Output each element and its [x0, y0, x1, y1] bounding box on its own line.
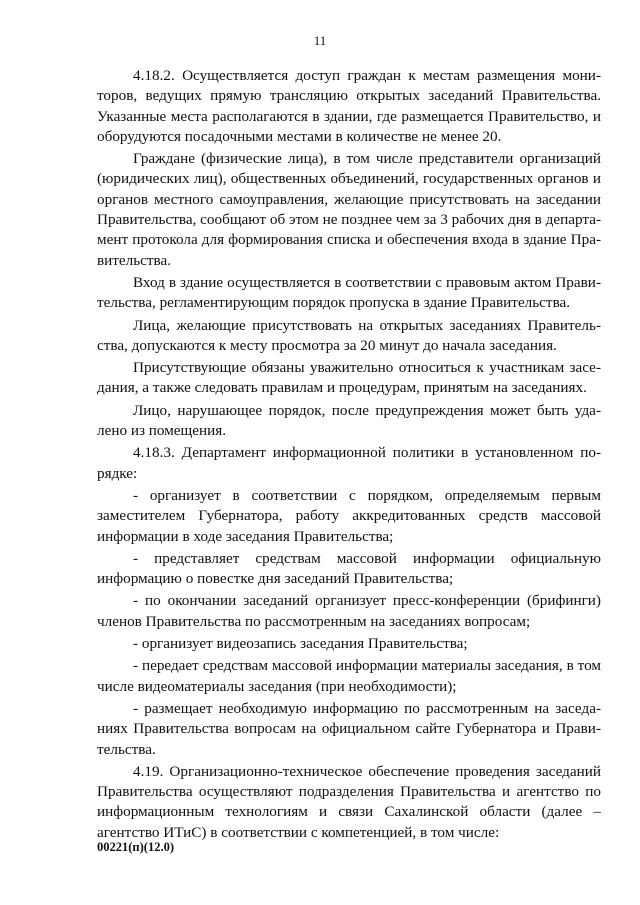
paragraph-4-18-3: 4.18.3. Департамент информационной политики в установленном порядке: [97, 444, 601, 482]
list-item-press-conference: - по окончании заседаний организует пресс-конференции (брифинги) членов Правительства по рассмотренным на заседаниях вопросам; [97, 592, 601, 630]
paragraph-citizens: Граждане (физические лица), в том числе представители организаций (юридических лиц), общественных объединений, государственных органов и органов местного самоуправления, желающие присутствовать на заседании Правительства, сообщают об этом не позднее чем за 3 рабочих дня в департамент протокола для формирования списка и обеспечения входа в здание Правительства. [97, 150, 601, 269]
page-number: 11 [313, 33, 327, 48]
paragraph-4-19: 4.19. Организационно-техническое обеспечение проведения заседаний Правительства осуществляют подразделения Правительства и агентство по информационным технологиям и связи Сахалинской области (далее – агентство ИТиС) в соответствии с компетенцией, в том числе: [97, 762, 601, 841]
document-code: 00221(п)(12.0) [97, 840, 174, 854]
paragraph-admission: Лица, желающие присутствовать на открытых заседаниях Правительства, допускаются к месту просмотра за 20 минут до начала заседания. [97, 316, 601, 354]
paragraph-4-18-2: 4.18.2. Осуществляется доступ граждан к местам размещения мониторов, ведущих прямую трансляцию открытых заседаний Правительства. Указанные места располагаются в здании, где размещается Правительство, и оборудуются посадочными местами в количестве не менее 20. [97, 67, 601, 145]
list-item-video-recording: - организует видеозапись заседания Правительства; [133, 635, 468, 653]
list-item-website-publication: - размещает необходимую информацию по рассмотренным на заседаниях Правительства вопросам на официальном сайте Губернатора и Правительства. [97, 699, 601, 758]
document-body [97, 66, 601, 845]
paragraph-removal: Лицо, нарушающее порядок, после предупреждения может быть удалено из помещения. [97, 401, 601, 440]
paragraph-entry: Вход в здание осуществляется в соответствии с правовым актом Правительства, регламентирующим порядок пропуска в здание Правительства. [97, 273, 601, 312]
paragraph-conduct: Присутствующие обязаны уважительно относиться к участникам заседания, а также следовать правилам и процедурам, принятым на заседаниях. [97, 359, 601, 397]
list-item-materials-transfer: - передает средствам массовой информации материалы заседания, в том числе видеоматериалы заседания (при необходимости); [97, 657, 601, 695]
list-item-media-accreditation: - организует в соответствии с порядком, определяемым первым заместителем Губернатора, работу аккредитованных средств массовой информации в ходе заседания Правительства; [97, 486, 601, 545]
list-item-agenda-info: - представляет средствам массовой информации официальную информацию о повестке дня заседаний Правительства; [97, 549, 601, 588]
